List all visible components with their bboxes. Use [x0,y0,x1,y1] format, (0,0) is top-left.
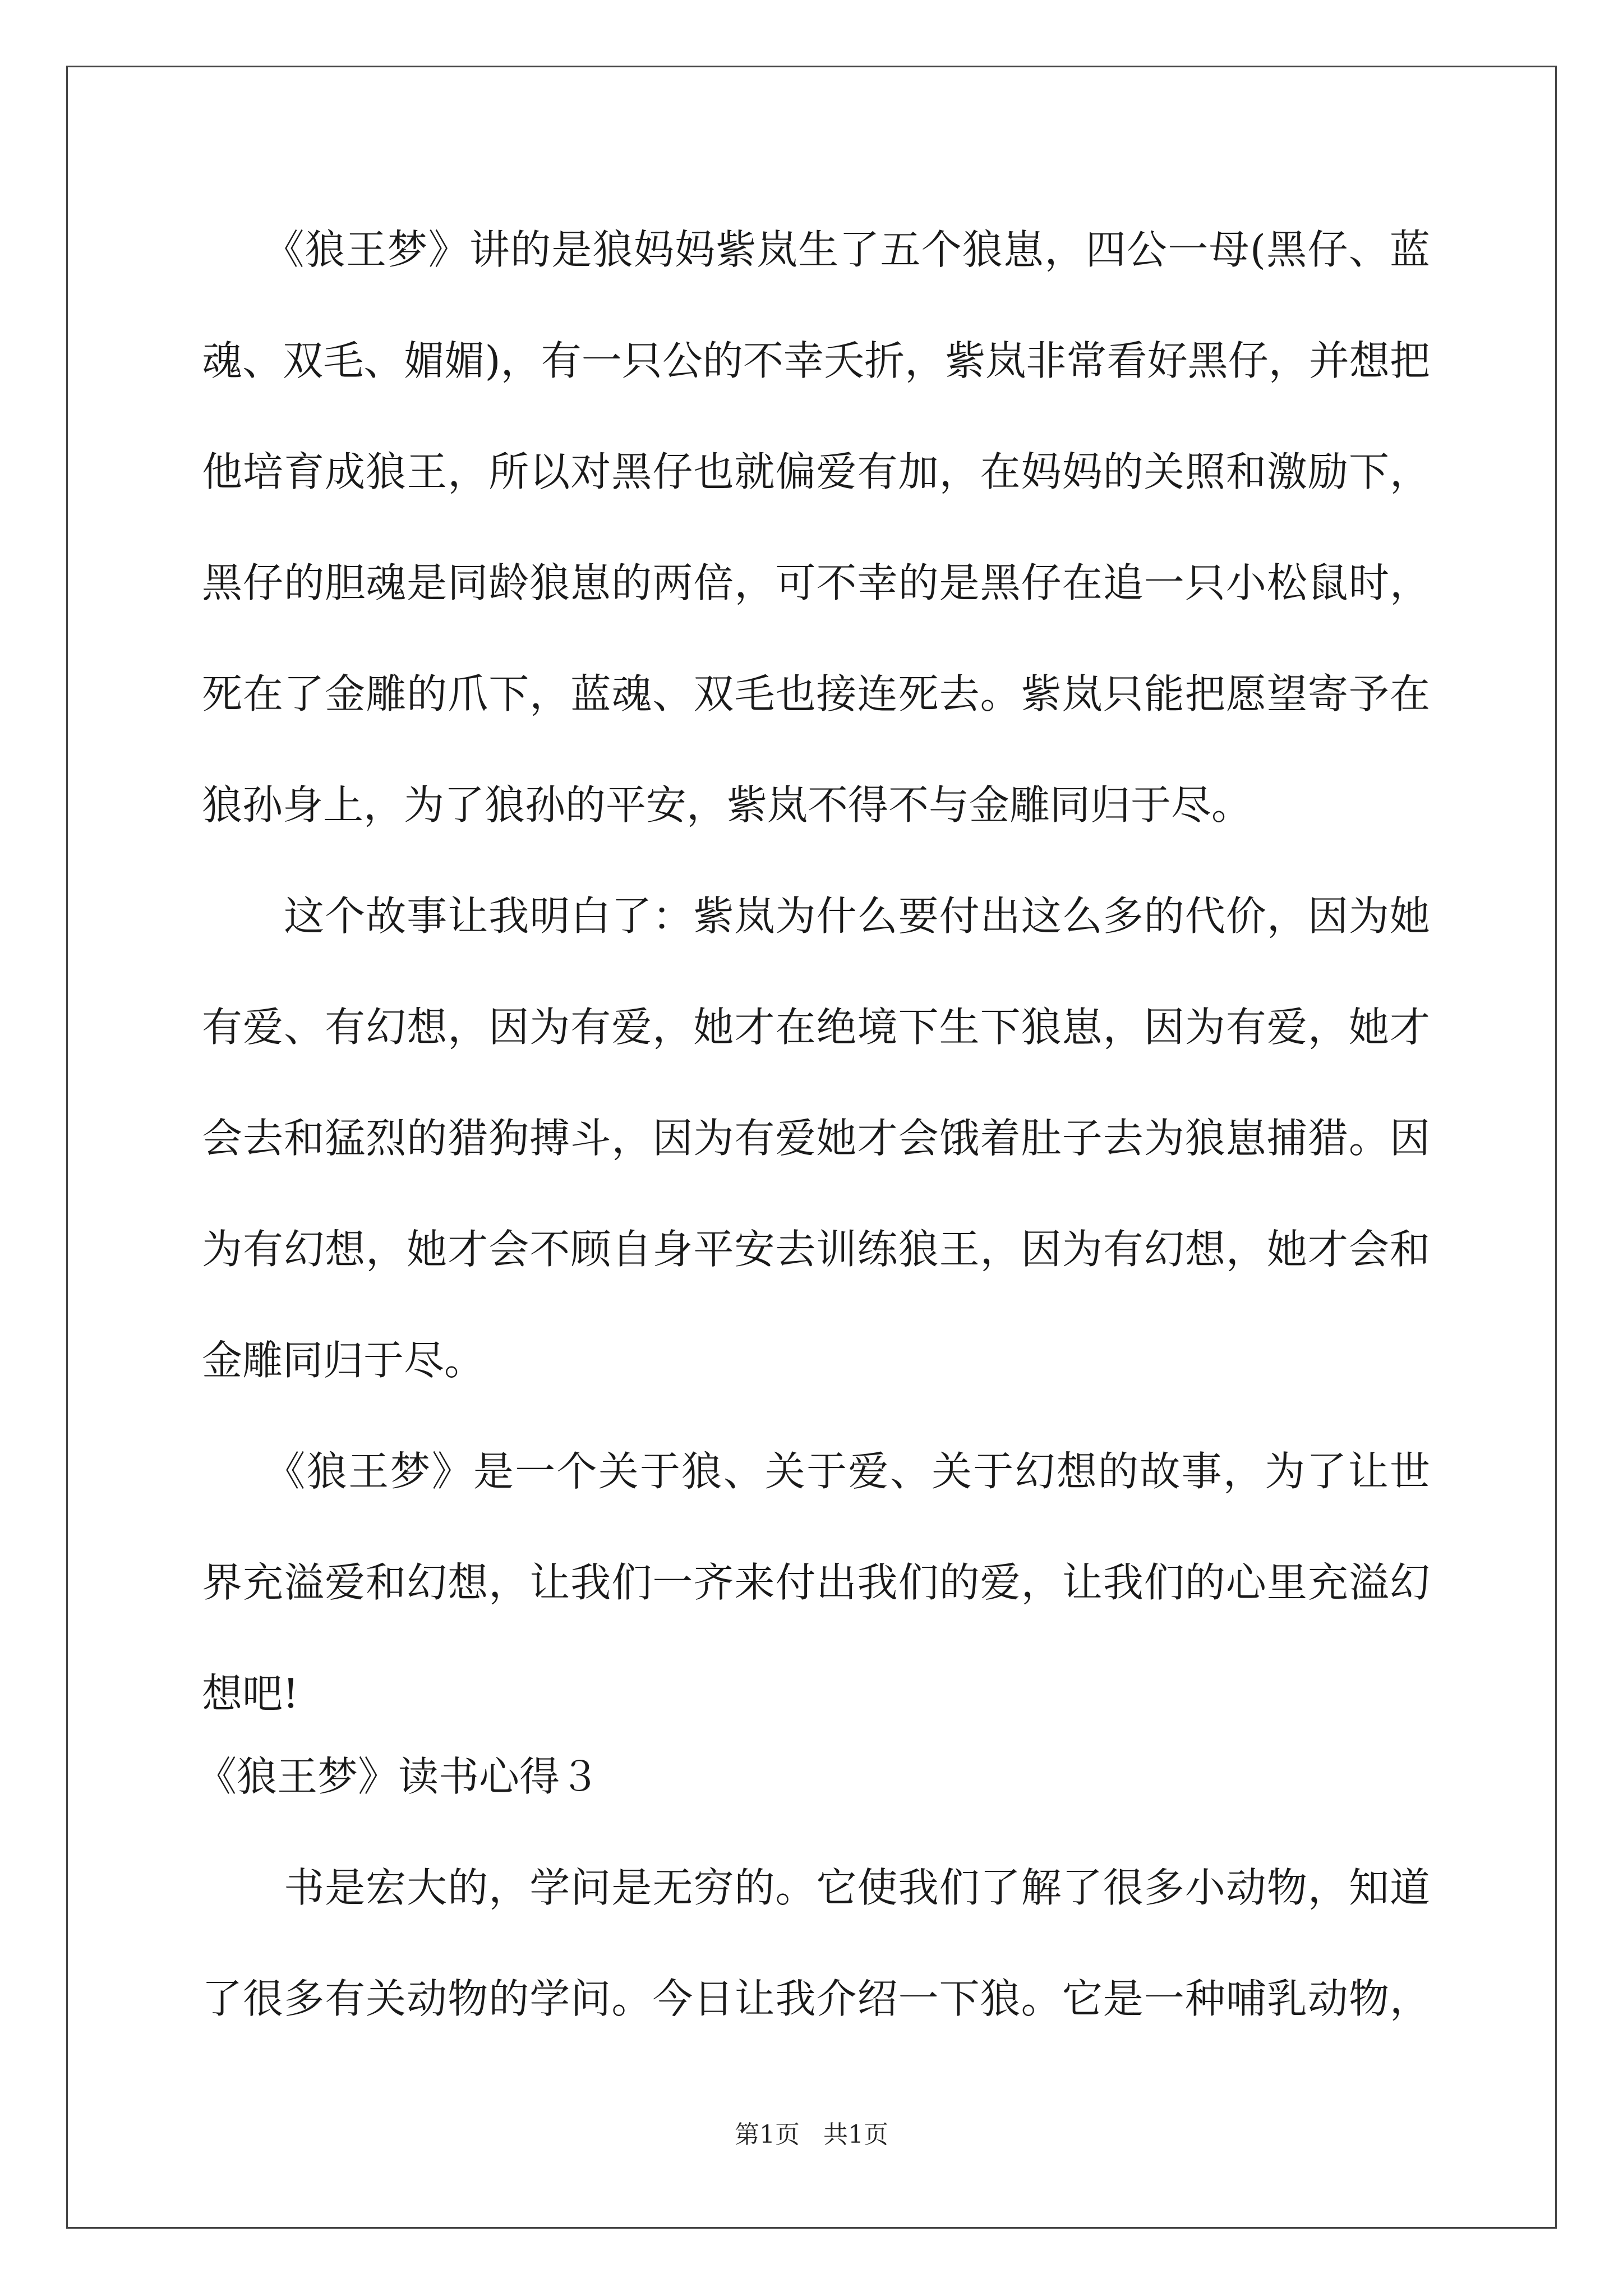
text-line: 会去和猛烈的猎狗搏斗，因为有爱她才会饿着肚子去为狼崽捕猎。因 [202,1115,1430,1162]
text-line: 他培育成狼王，所以对黑仔也就偏爱有加，在妈妈的关照和激励下， [202,448,1430,495]
text-line: 为有幻想，她才会不顾自身平安去训练狼王，因为有幻想，她才会和 [202,1226,1430,1273]
section-heading: 《狼王梦》读书心得３ [196,1753,601,1800]
text-line: 想吧! [202,1670,299,1717]
text-line: 魂、双毛、媚媚)，有一只公的不幸夭折，紫岚非常看好黑仔，并想把 [202,337,1430,384]
text-line: 书是宏大的，学问是无穷的。它使我们了解了很多小动物，知道 [202,1864,1430,1911]
text-line: 这个故事让我明白了：紫岚为什么要付出这么多的代价，因为她 [202,892,1430,940]
text-line: 《狼王梦》讲的是狼妈妈紫岚生了五个狼崽，四公一母(黑仔、蓝 [202,226,1430,273]
text-line: 《狼王梦》是一个关于狼、关于爱、关于幻想的故事，为了让世 [202,1448,1430,1495]
text-line: 黑仔的胆魂是同龄狼崽的两倍，可不幸的是黑仔在追一只小松鼠时， [202,559,1430,606]
text-line: 狼孙身上，为了狼孙的平安，紫岚不得不与金雕同归于尽。 [202,781,1252,829]
text-line: 死在了金雕的爪下，蓝魂、双毛也接连死去。紫岚只能把愿望寄予在 [202,670,1430,717]
page-footer [0,2118,1623,2152]
page-number-current: 第1页 [735,2120,800,2149]
page-number-total: 共1页 [823,2120,888,2149]
text-line: 金雕同归于尽。 [202,1337,485,1384]
text-line: 有爱、有幻想，因为有爱，她才在绝境下生下狼崽，因为有爱，她才 [202,1004,1430,1051]
text-line: 了很多有关动物的学问。今日让我介绍一下狼。它是一种哺乳动物， [202,1975,1430,2022]
text-line: 界充溢爱和幻想，让我们一齐来付出我们的爱，让我们的心里充溢幻 [202,1559,1430,1606]
